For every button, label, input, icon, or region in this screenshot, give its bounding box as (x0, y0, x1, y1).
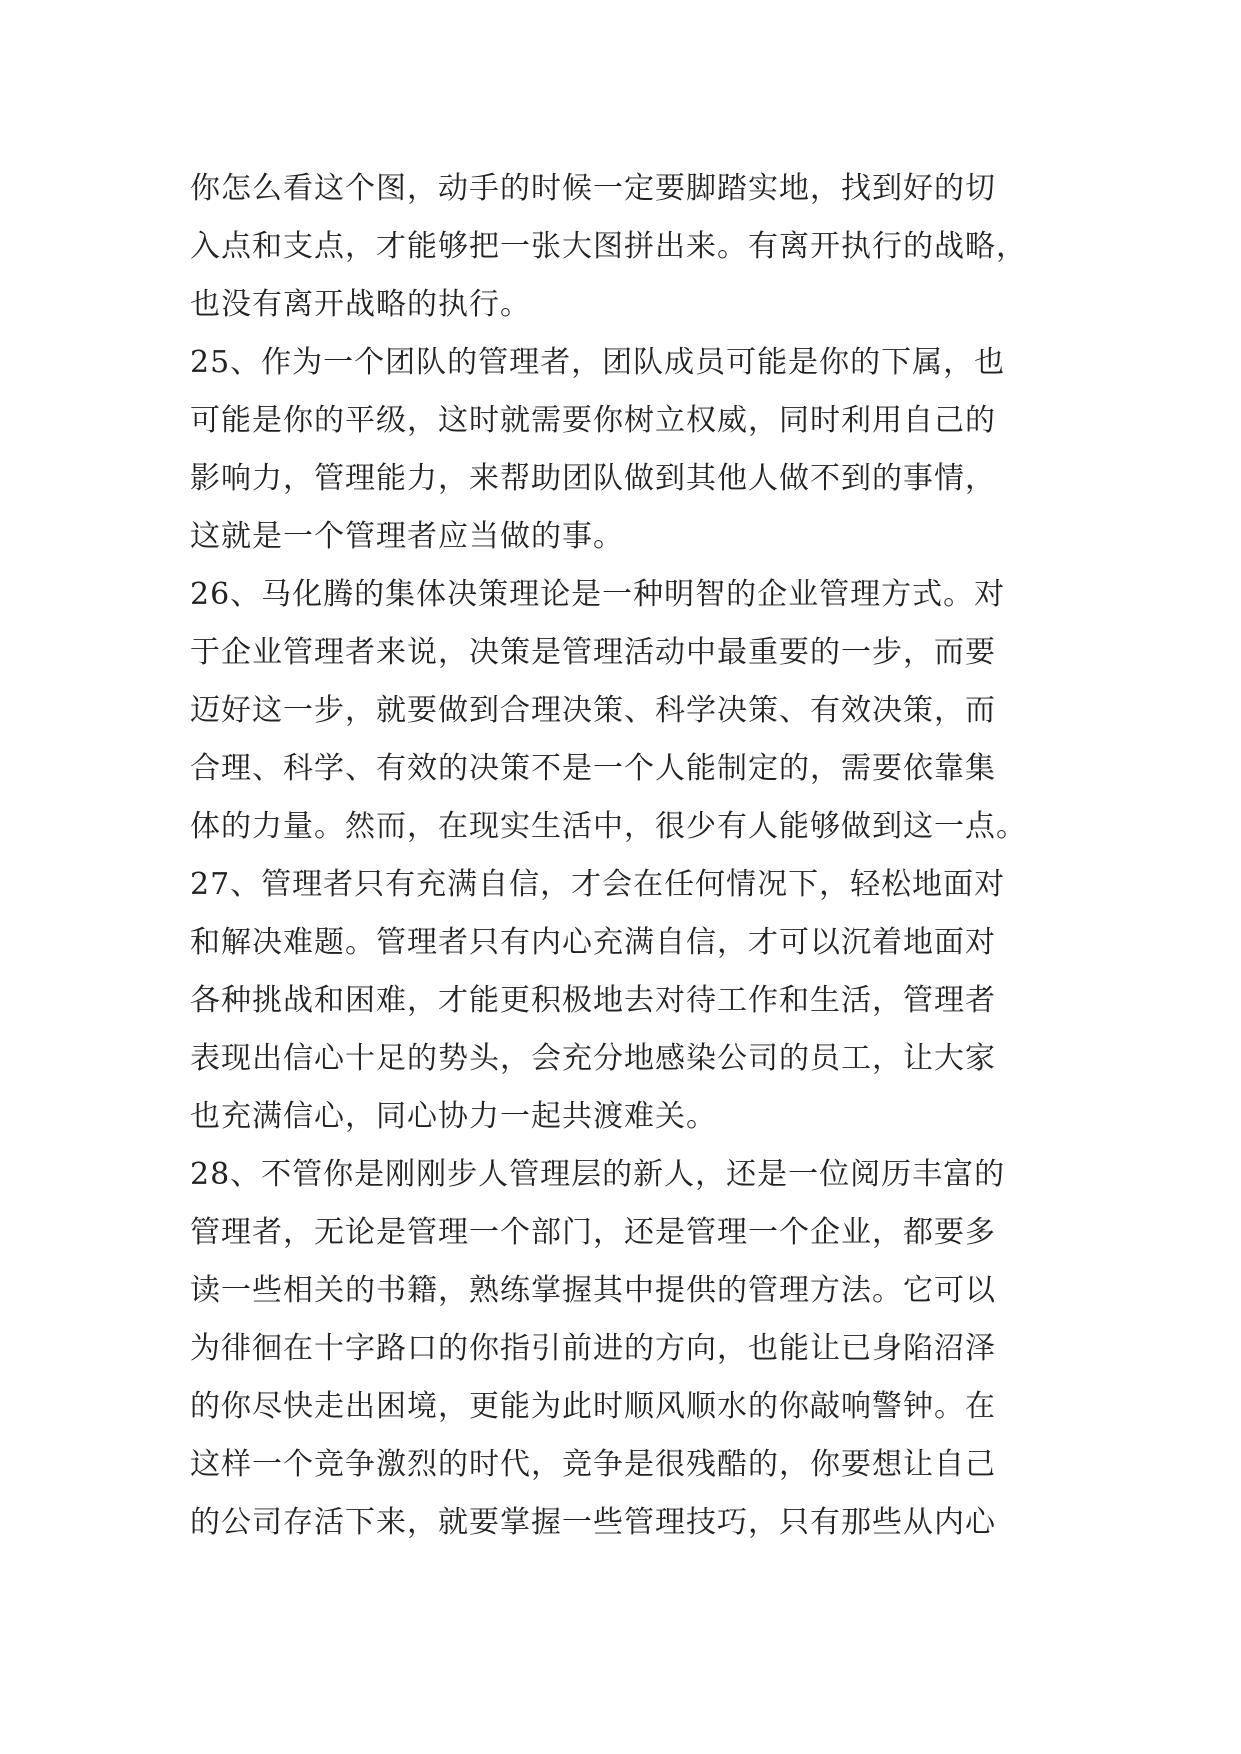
text-line: 25、作为一个团队的管理者，团队成员可能是你的下属，也 (190, 345, 1006, 380)
text-line: 的你尽快走出困境，更能为此时顺风顺水的你敲响警钟。在 (190, 1389, 996, 1424)
text-line: 读一些相关的书籍，熟练掌握其中提供的管理方法。它可以 (190, 1273, 996, 1308)
text-line: 也充满信心，同心协力一起共渡难关。 (190, 1099, 717, 1134)
text-line: 为徘徊在十字路口的你指引前进的方向，也能让已身陷沼泽 (190, 1331, 996, 1366)
text-line: 于企业管理者来说，决策是管理活动中最重要的一步，而要 (190, 635, 996, 670)
text-line: 合理、科学、有效的决策不是一个人能制定的，需要依靠集 (190, 751, 996, 786)
text-line: 28、不管你是刚刚步人管理层的新人，还是一位阅历丰富的 (190, 1157, 1006, 1192)
text-line: 这样一个竞争激烈的时代，竞争是很残酷的，你要想让自己 (190, 1447, 996, 1482)
text-line: 27、管理者只有充满自信，才会在任何情况下，轻松地面对 (190, 867, 1006, 902)
text-line: 影响力，管理能力，来帮助团队做到其他人做不到的事情， (190, 461, 996, 496)
text-line: 可能是你的平级，这时就需要你树立权威，同时利用自己的 (190, 403, 996, 438)
text-line: 你怎么看这个图，动手的时候一定要脚踏实地，找到好的切 (190, 171, 996, 206)
body-text (190, 160, 1070, 1552)
text-line: 也没有离开战略的执行。 (190, 287, 531, 322)
text-line: 各种挑战和困难，才能更积极地去对待工作和生活，管理者 (190, 983, 996, 1018)
text-line: 和解决难题。管理者只有内心充满自信，才可以沉着地面对 (190, 925, 996, 960)
text-line: 这就是一个管理者应当做的事。 (190, 519, 624, 554)
text-line: 表现出信心十足的势头，会充分地感染公司的员工，让大家 (190, 1041, 996, 1076)
text-line: 26、马化腾的集体决策理论是一种明智的企业管理方式。对 (190, 577, 1006, 612)
text-line: 迈好这一步，就要做到合理决策、科学决策、有效决策，而 (190, 693, 996, 728)
text-line: 入点和支点，才能够把一张大图拼出来。有离开执行的战略， (190, 229, 1027, 264)
text-line: 体的力量。然而，在现实生活中，很少有人能够做到这一点。 (190, 809, 1027, 844)
text-line: 管理者，无论是管理一个部门，还是管理一个企业，都要多 (190, 1215, 996, 1250)
text-line: 的公司存活下来，就要掌握一些管理技巧，只有那些从内心 (190, 1505, 996, 1540)
